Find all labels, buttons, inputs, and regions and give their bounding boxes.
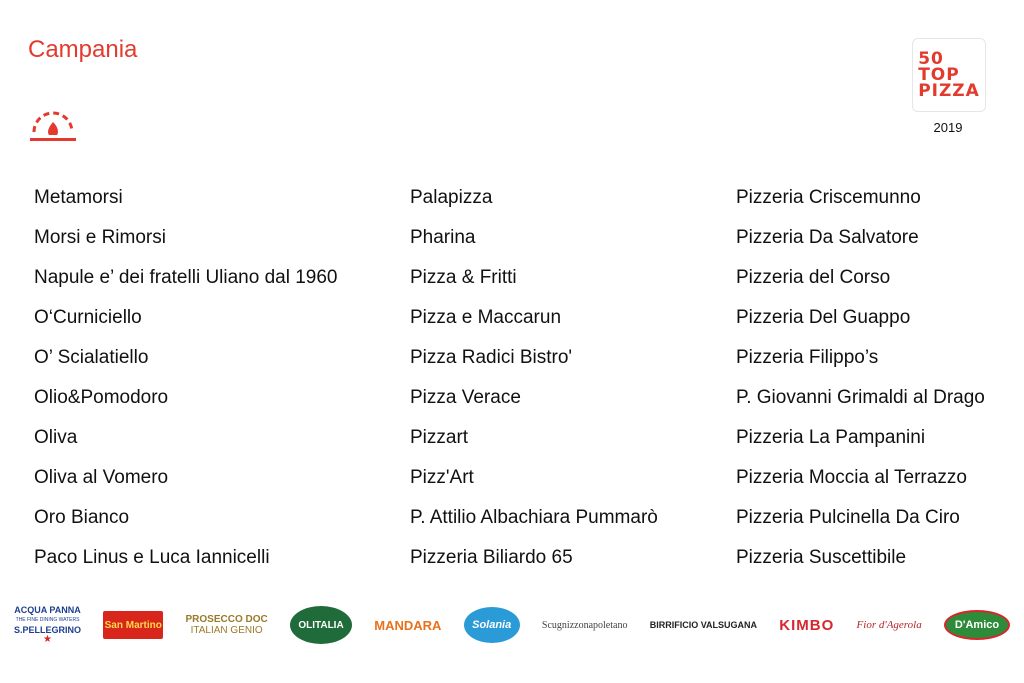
list-item: Morsi e Rimorsi xyxy=(34,227,166,248)
list-item: Oliva al Vomero xyxy=(34,467,169,488)
top-pizza-logo xyxy=(912,38,986,112)
year-label: 2019 xyxy=(933,120,963,135)
solania-logo: Solania xyxy=(464,607,520,643)
star-icon: ★ xyxy=(43,634,52,645)
list-item: P. Giovanni Grimaldi al Drago xyxy=(736,387,985,408)
list-item: Pizza Radici Bistro' xyxy=(410,347,573,368)
list-item: Olio&Pomodoro xyxy=(34,387,169,408)
san-martino-logo: San Martino xyxy=(103,611,163,639)
list-item: Pizzeria Del Guappo xyxy=(736,307,911,328)
list-item: Pharina xyxy=(410,227,476,248)
fior-agerola-logo: Fior d'Agerola xyxy=(856,619,922,631)
logo-line-3: PIZZA xyxy=(918,81,980,101)
list-item: Napule e’ dei fratelli Uliano dal 1960 xyxy=(34,267,338,288)
list-item: Palapizza xyxy=(410,187,493,208)
list-item: Paco Linus e Luca Iannicelli xyxy=(34,547,270,568)
prosecco-sub: ITALIAN GENIO xyxy=(190,625,263,636)
kimbo-logo: KIMBO xyxy=(779,616,835,634)
acqua-panna-label: ACQUA PANNA xyxy=(14,605,81,615)
list-item: Pizzeria Filippo’s xyxy=(736,347,879,368)
damico-logo: D'Amico xyxy=(944,610,1010,640)
list-item: Oliva xyxy=(34,427,78,448)
list-item: Pizza & Fritti xyxy=(410,267,517,288)
list-item: Pizza e Maccarun xyxy=(410,307,562,328)
list-item: Pizzeria del Corso xyxy=(736,267,891,288)
list-item: Pizzeria Suscettibile xyxy=(736,547,907,568)
prosecco-label: PROSECCO DOC xyxy=(185,614,268,625)
logo-line-2: TOP xyxy=(918,65,960,85)
olitalia-logo: OLITALIA xyxy=(290,606,352,644)
list-item: P. Attilio Albachiara Pummarò xyxy=(410,507,658,528)
birrificio-logo: BIRRIFICIO VALSUGANA xyxy=(649,620,758,630)
page-title: Campania xyxy=(28,36,138,63)
list-item: Pizz'Art xyxy=(410,467,474,488)
list-item: Pizzeria Da Salvatore xyxy=(736,227,919,248)
list-item: Pizzeria Pulcinella Da Ciro xyxy=(736,507,960,528)
acqua-panna-sub: THE FINE DINING WATERS xyxy=(15,617,80,623)
list-item: Pizzeria Criscemunno xyxy=(736,187,921,208)
pizzeria-column-1 xyxy=(34,186,338,586)
sponsor-bar xyxy=(14,600,1010,650)
pizzeria-column-2 xyxy=(410,186,658,586)
list-item: Pizzart xyxy=(410,427,469,448)
list-item: O‘Curniciello xyxy=(34,307,142,328)
mandara-logo: MANDARA xyxy=(374,617,442,633)
list-item: Oro Bianco xyxy=(34,507,130,528)
pellegrino-label: S.PELLEGRINO xyxy=(14,625,82,635)
oven-icon xyxy=(28,110,78,146)
list-item: Pizza Verace xyxy=(410,387,521,408)
list-item: Pizzeria Moccia al Terrazzo xyxy=(736,467,967,488)
list-item: Pizzeria La Pampanini xyxy=(736,427,926,448)
list-item: Pizzeria Biliardo 65 xyxy=(410,547,573,568)
prosecco-logo xyxy=(186,614,268,636)
scugnizzo-logo: Scugnizzonapoletano xyxy=(541,619,628,631)
list-item: O’ Scialatiello xyxy=(34,347,149,368)
list-item: Metamorsi xyxy=(34,187,123,208)
pizzeria-column-3 xyxy=(736,186,985,586)
acqua-panna-logo xyxy=(14,605,81,645)
logo-line-1: 50 xyxy=(918,49,944,69)
